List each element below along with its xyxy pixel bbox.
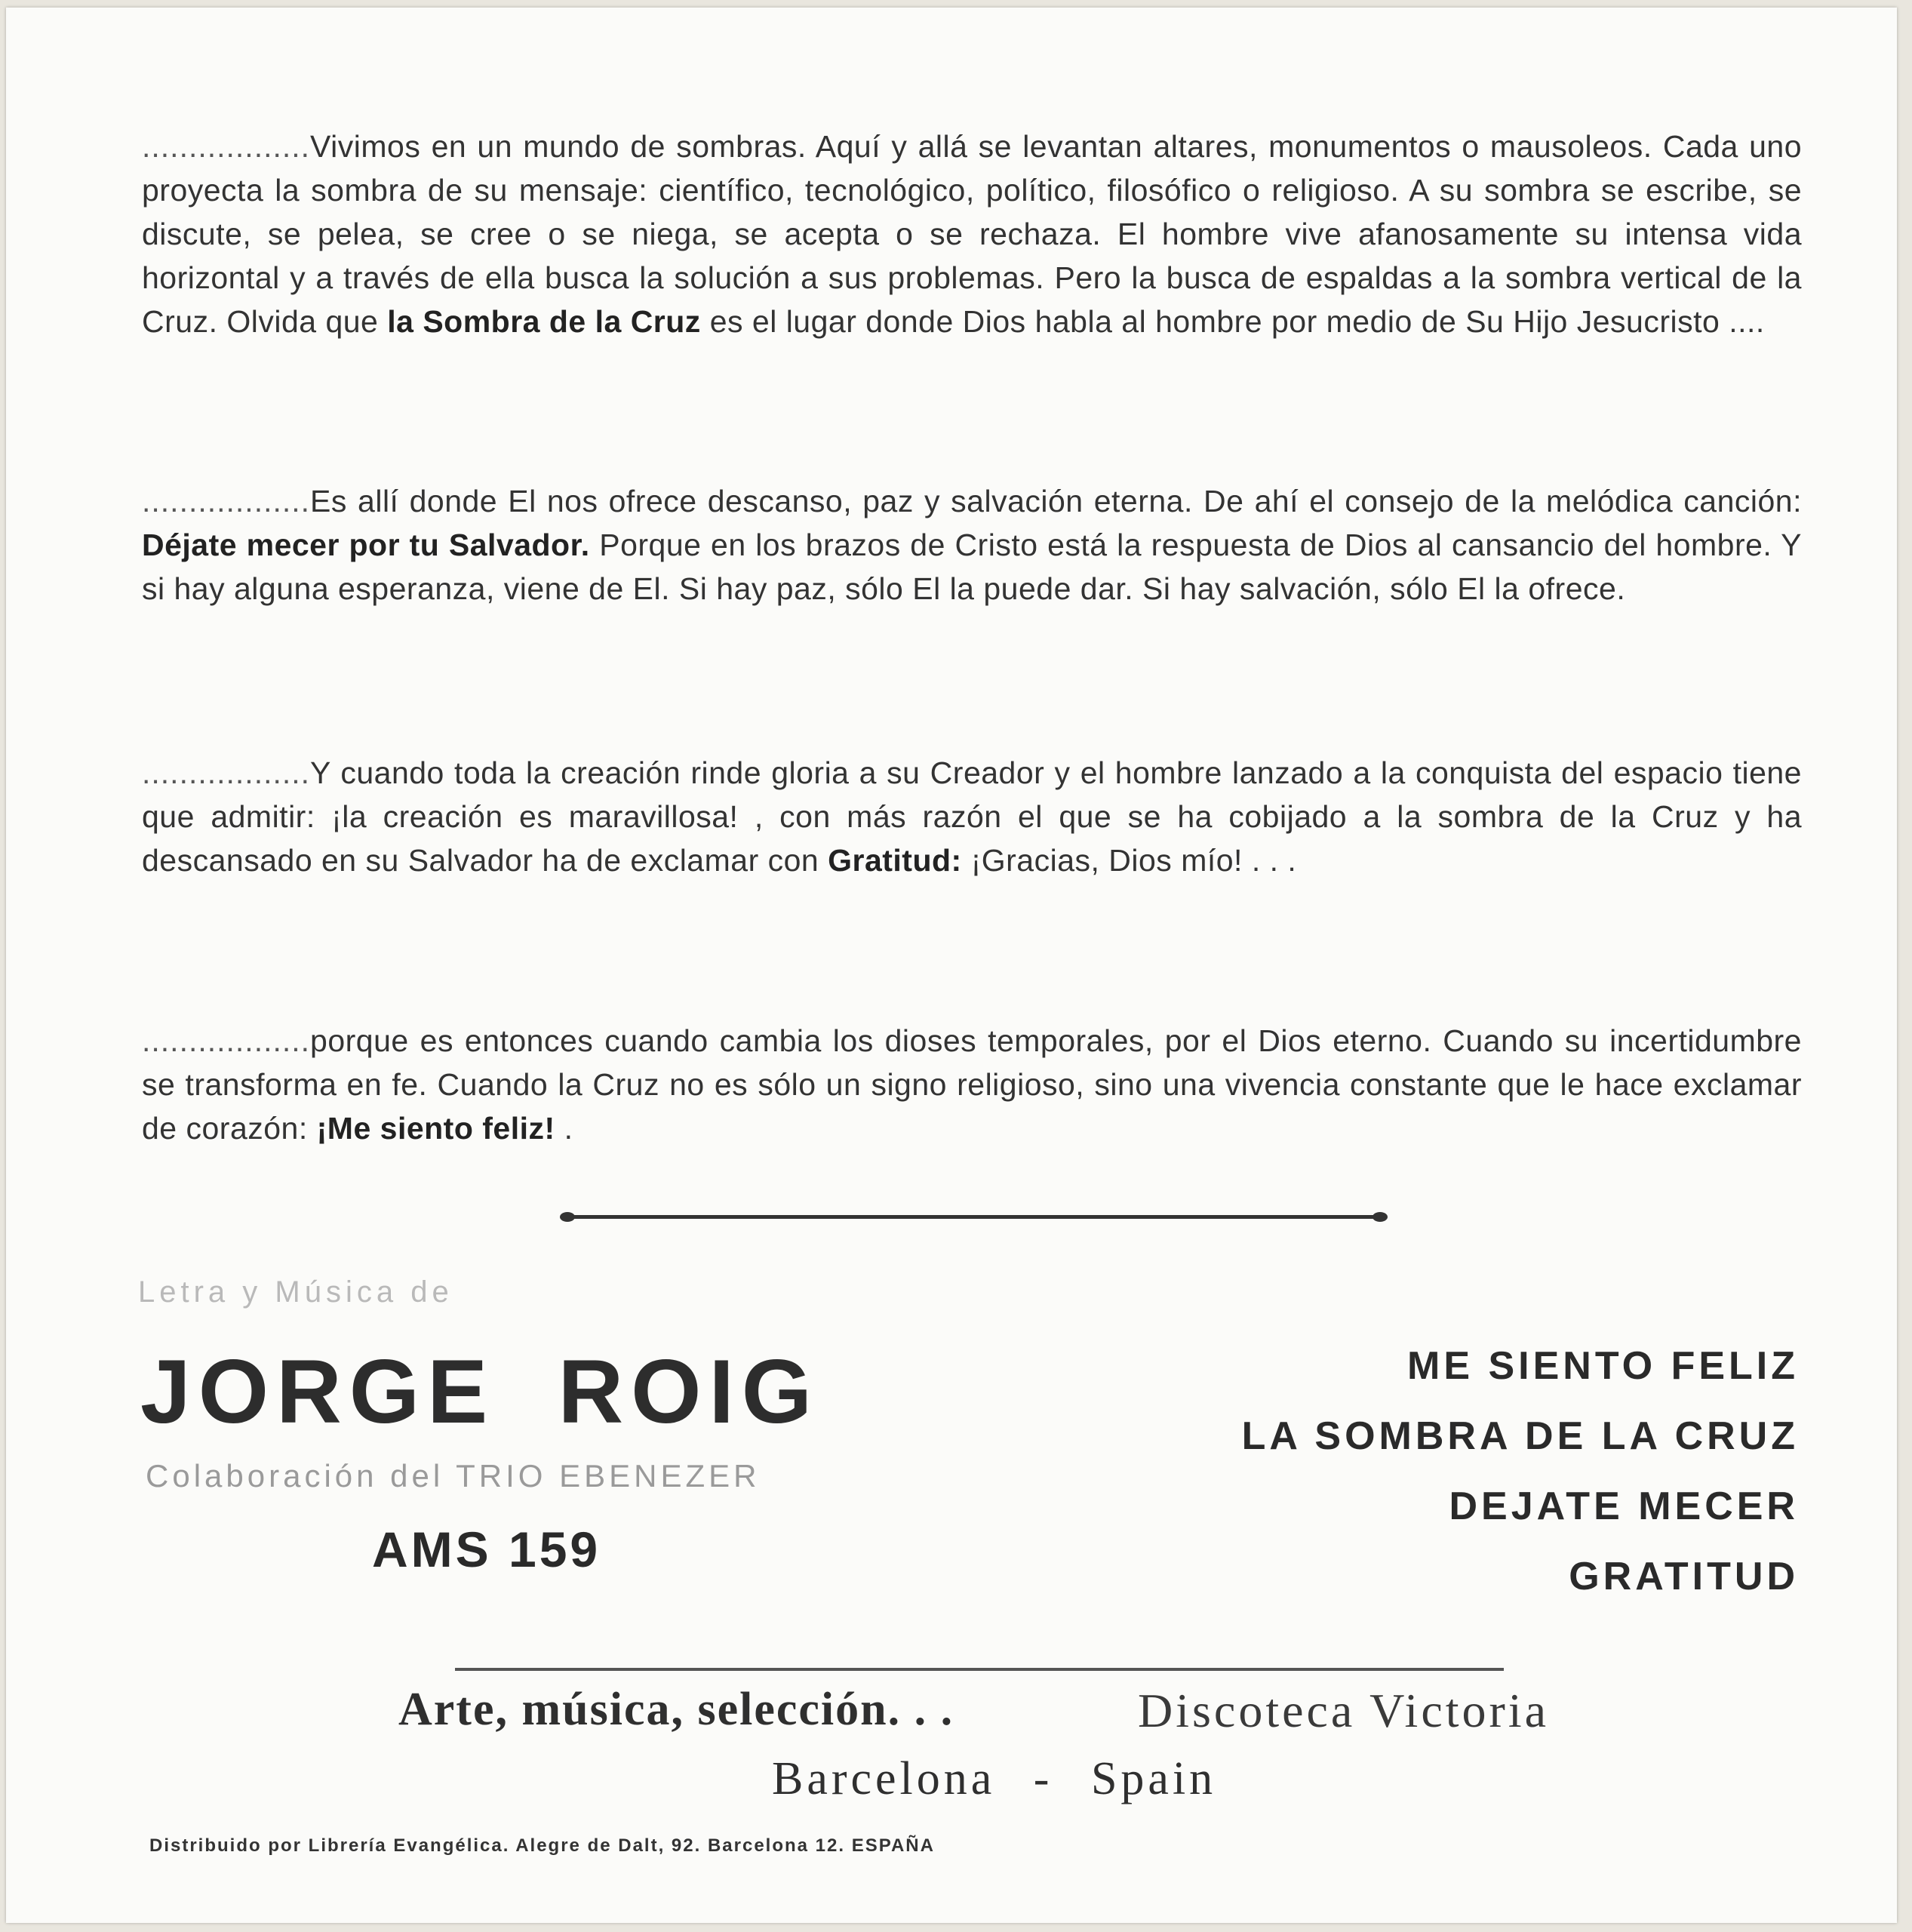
paragraph-text: ¡Gracias, Dios mío! . . .: [961, 843, 1297, 878]
track-list: [1242, 1342, 1799, 1623]
paragraph-text: Vivimos en un mundo de sombras. Aquí y allá se levantan altares, monumentos o mausoleos. Cada uno proyecta la sombra de su mensaje: científico, tecnológico, político, filosófico o religioso. A su sombra se escribe, se discute, se pelea, se cree o se niega, se acepta o se rechaza. El hombre vive afanosamente su intensa vida horizontal y a través de ella busca la solución a sus problemas. Pero la busca de espaldas a la sombra vertical de la Cruz. Olvida que: [142, 129, 1802, 339]
paragraph-text: Y cuando toda la creación rinde gloria a su Creador y el hombre lanzado a la conquista del espacio tiene que admitir: ¡la creación es maravillosa! , con más razón el que se ha cobijado a la sombra de la Cruz y ha descansado en su Salvador ha de exclamar con: [142, 755, 1802, 878]
label-location: Barcelona - Spain: [772, 1753, 1217, 1804]
track-title: GRATITUD: [1569, 1555, 1799, 1598]
leader-dots: ..................: [142, 755, 311, 790]
emphasis-text: la Sombra de la Cruz: [387, 304, 701, 339]
track-title: ME SIENTO FELIZ: [1407, 1344, 1799, 1388]
credit-label: Letra y Música de: [138, 1275, 453, 1309]
distribution-note: Distribuido por Librería Evangélica. Alegre de Dalt, 92. Barcelona 12. ESPAÑA: [149, 1835, 935, 1856]
paragraph-text: es el lugar donde Dios habla al hombre por medio de Su Hijo Jesucristo ....: [700, 304, 1765, 339]
footer-divider: [455, 1668, 1504, 1671]
liner-paragraph-3: [142, 751, 1802, 882]
liner-paragraph-1: [142, 125, 1802, 343]
catalog-number: AMS 159: [372, 1521, 601, 1577]
track-title: DEJATE MECER: [1449, 1484, 1799, 1528]
record-sleeve-back: [6, 8, 1897, 1923]
paragraph-text: .: [555, 1111, 573, 1146]
liner-paragraph-2: [142, 479, 1802, 611]
artist-name: JORGE ROIG: [140, 1341, 820, 1442]
leader-dots: ..................: [142, 129, 311, 164]
paragraph-text: Porque en los brazos de Cristo está la respuesta de Dios al cansancio del hombre. Y si hay alguna esperanza, viene de El. Si hay paz, sólo El la puede dar. Si hay salvación, sólo El la ofrece.: [142, 528, 1802, 606]
paragraph-text: Es allí donde El nos ofrece descanso, paz y salvación eterna. De ahí el consejo de la melódica canción:: [310, 484, 1802, 518]
emphasis-text: ¡Me siento feliz!: [316, 1111, 555, 1146]
decorative-divider: [564, 1215, 1383, 1219]
leader-dots: ..................: [142, 1023, 311, 1058]
liner-paragraph-4: [142, 1019, 1802, 1150]
emphasis-text: Déjate mecer por tu Salvador.: [142, 528, 590, 562]
leader-dots: ..................: [142, 484, 311, 518]
collaboration-credit: Colaboración del TRIO EBENEZER: [146, 1458, 761, 1494]
record-label-name: Discoteca Victoria: [1138, 1684, 1549, 1737]
paragraph-text: porque es entonces cuando cambia los dioses temporales, por el Dios eterno. Cuando su incertidumbre se transforma en fe. Cuando la Cruz no es sólo un signo religioso, sino una vivencia constante que le hace exclamar de corazón:: [142, 1023, 1802, 1146]
label-slogan: Arte, música, selección. . .: [398, 1684, 954, 1735]
emphasis-text: Gratitud:: [828, 843, 962, 878]
track-title: LA SOMBRA DE LA CRUZ: [1241, 1414, 1799, 1458]
